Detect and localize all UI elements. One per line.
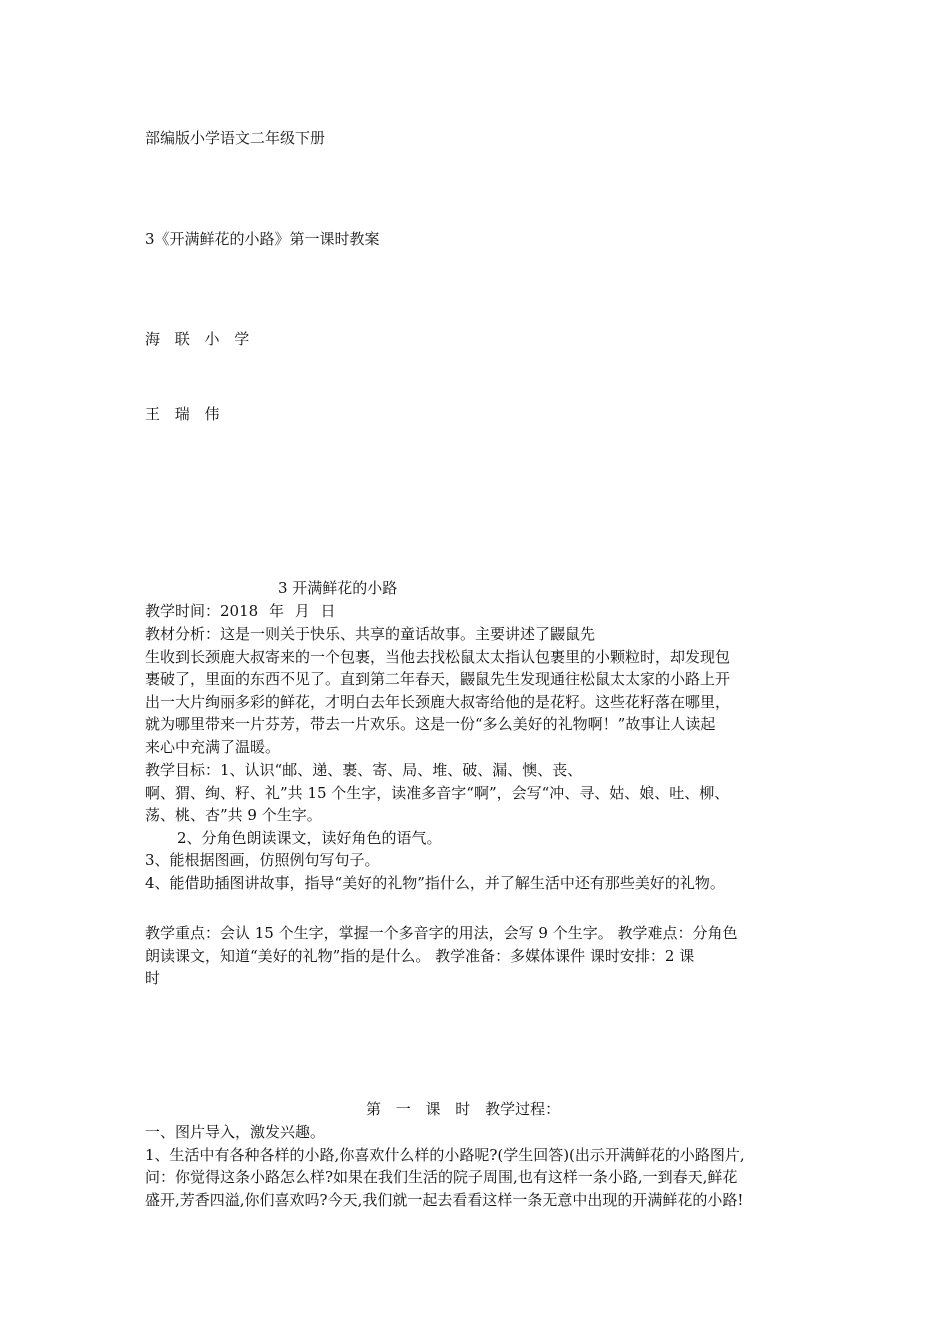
goal-4: 4、能借助插图讲故事，指导“美好的礼物”指什么，并了解生活中还有那些美好的礼物。 xyxy=(145,873,725,892)
plan-title: 3 开满鲜花的小路 xyxy=(278,579,398,597)
goals-line: 荡、桃、杏”共 9 个生字。 xyxy=(145,806,322,825)
analysis-line: 裹破了，里面的东西不见了。直到第二年春天，鼹鼠先生发现通往松鼠太太家的小路上开 xyxy=(145,670,731,689)
analysis-line: 出一大片绚丽多彩的鲜花，才明白去年长颈鹿大叔寄给他的是花籽。这些花籽落在哪里， xyxy=(145,692,731,711)
analysis-line: 教材分析：这是一则关于快乐、共享的童话故事。主要讲述了鼹鼠先 xyxy=(145,625,596,643)
key-line: 教学重点：会认 15 个生字，掌握一个多音字的用法，会写 9 个生字。 教学难点：分角色 xyxy=(145,924,738,942)
key-line: 朗读课文，知道“美好的礼物”指的是什么。 教学准备：多媒体课件 课时安排：2 课 xyxy=(145,946,695,965)
step-line: 问：你觉得这条小路怎么样?如果在我们生活的院子周围,也有这样一条小路,一到春天,鲜花 xyxy=(145,1168,738,1187)
lesson-title: 3《开满鲜花的小路》第一课时教案 xyxy=(145,230,380,248)
analysis-line: 生收到长颈鹿大叔寄来的一个包裹，当他去找松鼠太太指认包裹里的小颗粒时，却发现包 xyxy=(145,647,731,666)
goals-line: 啊、猬、绚、籽、礼”共 15 个生字，读准多音字“啊”，会写“冲、寻、姑、娘、吐、柳、 xyxy=(145,783,730,802)
goal-2: 2、分角色朗读课文，读好角色的语气。 xyxy=(177,828,442,847)
teaching-key-points xyxy=(145,922,815,990)
material-analysis xyxy=(145,623,815,759)
teaching-goals xyxy=(145,759,815,895)
analysis-line: 来心中充满了温暖。 xyxy=(145,737,281,756)
school-name: 海 联 小 学 xyxy=(145,330,250,348)
step-title: 一、图片导入，激发兴趣。 xyxy=(145,1123,326,1141)
key-line: 时 xyxy=(145,969,161,988)
process-step-1 xyxy=(145,1121,815,1211)
process-heading: 第 一 课 时 教学过程： xyxy=(366,1100,561,1118)
teacher-name: 王 瑞 伟 xyxy=(145,405,220,423)
goal-3: 3、能根据图画，仿照例句写句子。 xyxy=(145,851,380,870)
analysis-line: 就为哪里带来一片芬芳，带去一片欢乐。这是一份“多么美好的礼物啊！”故事让人读起 xyxy=(145,715,716,734)
series-title: 部编版小学语文二年级下册 xyxy=(145,129,326,147)
step-line: 1、生活中有各种各样的小路,你喜欢什么样的小路呢?(学生回答)(出示开满鲜花的小路图片, xyxy=(145,1145,745,1164)
goals-line: 教学目标：1、认识“邮、递、裹、寄、局、堆、破、漏、懊、丧、 xyxy=(145,761,583,779)
teaching-time: 教学时间：2018 年 月 日 xyxy=(145,602,336,620)
step-line: 盛开,芳香四溢,你们喜欢吗?今天,我们就一起去看看这样一条无意中出现的开满鲜花的小路! xyxy=(145,1190,744,1209)
